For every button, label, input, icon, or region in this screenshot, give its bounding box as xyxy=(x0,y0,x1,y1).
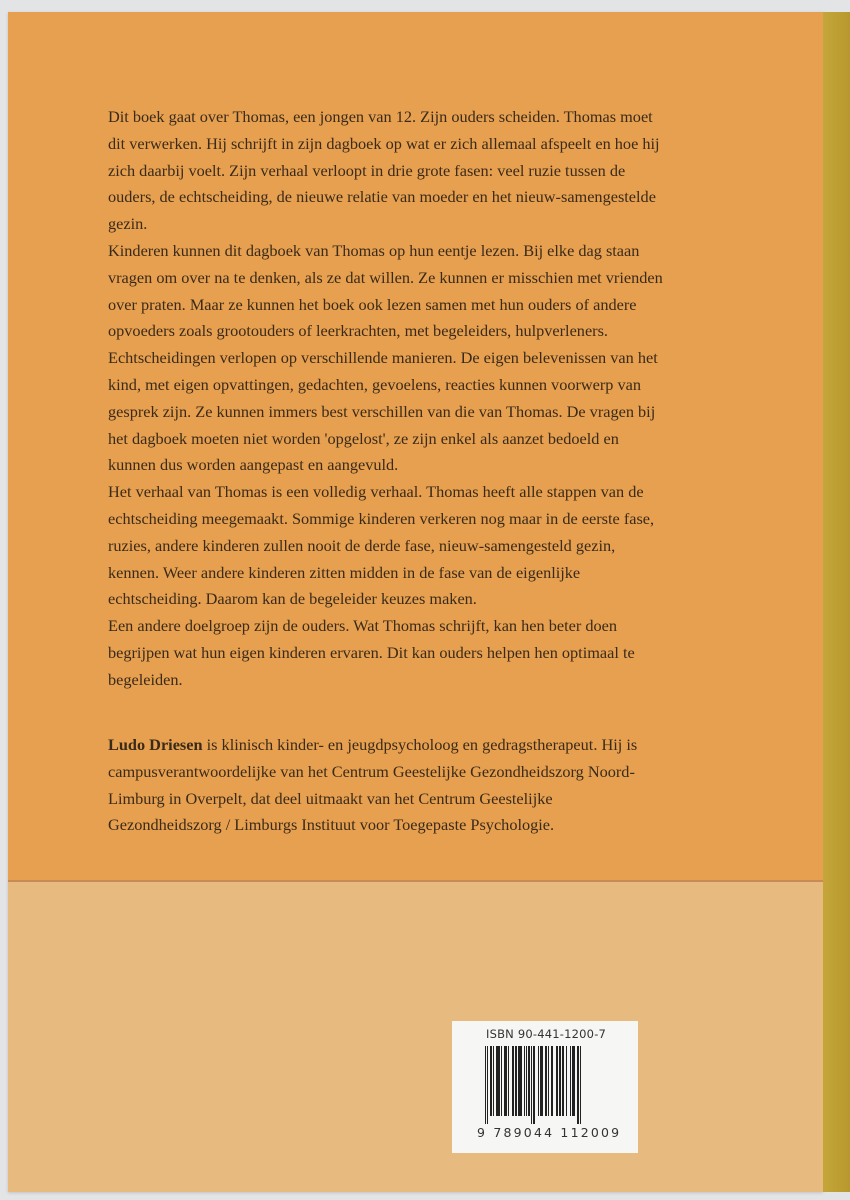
ean-digits: 9 789044 112009 xyxy=(477,1125,622,1140)
author-bio xyxy=(108,732,668,839)
blurb-paragraph: Kinderen kunnen dit dagboek van Thomas op hun eentje lezen. Bij elke dag staan vragen om over na te denken, als ze dat willen. Ze kunnen er misschien met vrienden over praten. Maar ze kunnen het boek ook lezen samen met hun ouders of andere opvoeders zoals grootouders of leerkrachten, met begeleiders, hulpverleners. xyxy=(108,240,663,341)
book-spine xyxy=(823,12,850,1192)
blurb-paragraph: Een andere doelgroep zijn de ouders. Wat Thomas schrijft, kan hen beter doen begrijpen wat hun eigen kinderen ervaren. Dit kan ouders helpen hen optimaal te begeleiden. xyxy=(108,616,635,689)
barcode-bars xyxy=(485,1046,625,1124)
isbn-barcode xyxy=(452,1021,638,1153)
author-name: Ludo Driesen xyxy=(108,735,203,754)
author-bio-text: is klinisch kinder- en jeugdpsycholoog en gedragstherapeut. Hij is campusverantwoordelijke van het Centrum Geestelijke Gezondheidszorg Noord-Limburg in Overpelt, dat deel uitmaakt van het Centrum Geestelijke Gezondheidszorg / Limburgs Instituut voor Toegepaste Psychologie. xyxy=(108,735,638,835)
blurb-paragraph: Echtscheidingen verlopen op verschillende manieren. De eigen belevenissen van het kind, met eigen opvattingen, gedachten, gevoelens, reacties kunnen voorwerp van gesprek zijn. Ze kunnen immers best verschillen van die van Thomas. De vragen bij het dagboek moeten niet worden 'opgelost', ze zijn enkel als aanzet bedoeld en kunnen dus worden aangepast en aangevuld. xyxy=(108,348,658,475)
blurb-paragraph: Het verhaal van Thomas is een volledig verhaal. Thomas heeft alle stappen van de echtscheiding meegemaakt. Sommige kinderen verkeren nog maar in de eerste fase, ruzies, andere kinderen zullen nooit de derde fase, nieuw-samengesteld gezin, kennen. Weer andere kinderen zitten midden in de fase van de eigenlijke echtscheiding. Daarom kan de begeleider keuzes maken. xyxy=(108,482,655,609)
blurb-paragraph: Dit boek gaat over Thomas, een jongen van 12. Zijn ouders scheiden. Thomas moet dit verwerken. Hij schrijft in zijn dagboek op wat er zich allemaal afspeelt en hoe hij zich daarbij voelt. Zijn verhaal verloopt in drie grote fasen: veel ruzie tussen de ouders, de echtscheiding, de nieuwe relatie van moeder en het nieuw-samengestelde gezin. xyxy=(108,107,660,234)
author-paragraph xyxy=(108,732,668,839)
isbn-label: ISBN 90-441-1200-7 xyxy=(486,1027,607,1041)
blurb-text xyxy=(108,104,668,694)
